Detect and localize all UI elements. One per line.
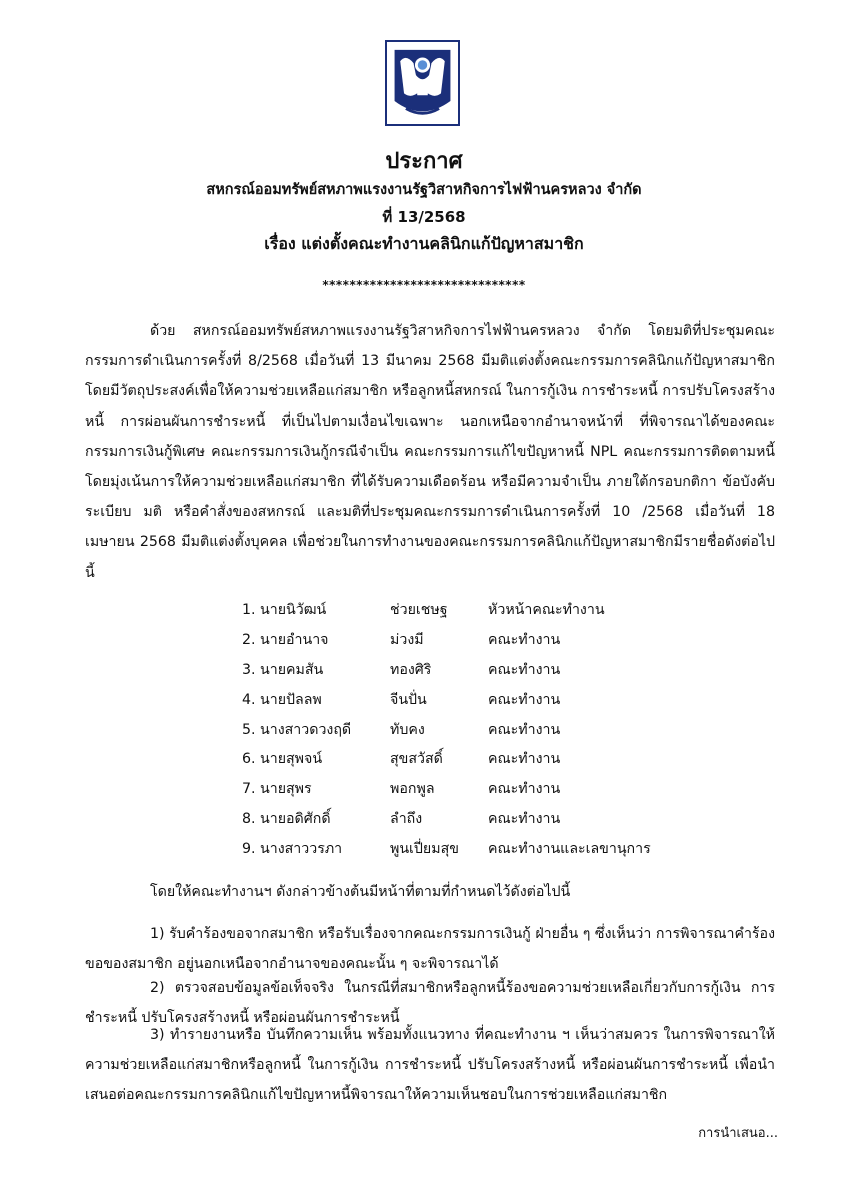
duty-item: 2) ตรวจสอบข้อมูลข้อเท็จจริง ในกรณีที่สมาชิกหรือลูกหนี้ร้องขอความช่วยเหลือเกี่ยวกับการกู้เงิน การชำระหนี้ ปรับโครงสร้างหนี้ หรือผ่อนผันการชำระหนี้ — [85, 980, 775, 1027]
announcement-subject: เรื่อง แต่งตั้งคณะทำงานคลินิกแก้ปัญหาสมาชิก — [264, 234, 584, 253]
member-role: คณะทำงานและเลขานุการ — [488, 841, 651, 858]
member-surname: ช่วยเชษฐ — [390, 601, 448, 618]
organization-name: สหกรณ์ออมทรัพย์สหภาพแรงงานรัฐวิสาหกิจการไฟฟ้านครหลวง จำกัด — [206, 182, 642, 198]
member-surname: ลำถึง — [390, 811, 423, 828]
member-role: คณะทำงาน — [488, 781, 561, 798]
intro-paragraph: ด้วย สหกรณ์ออมทรัพย์สหภาพแรงงานรัฐวิสาหกิจการไฟฟ้านครหลวง จำกัด โดยมติที่ประชุมคณะกรรมการดำเนินการครั้งที่ 8/2568 เมื่อวันที่ 13 มีนาคม 2568 มีมติแต่งตั้งคณะกรรมการคลินิกแก้ปัญหาสมาชิก โดยมีวัตถุประสงค์เพื่อให้ความช่วยเหลือแก่สมาชิก หรือลูกหนี้สหกรณ์ ในการกู้เงิน การชำระหนี้ การปรับโครงสร้างหนี้ การผ่อนผันการชำระหนี้ ที่เป็นไปตามเงื่อนไขเฉพาะ นอกเหนือจากอำนาจหน้าที่ ที่พิจารณาได้ของคณะกรรมการเงินกู้พิเศษ คณะกรรมการเงินกู้กรณีจำเป็น คณะกรรมการแก้ไขปัญหาหนี้ NPL คณะกรรมการติดตามหนี้ โดยมุ่งเน้นการให้ความช่วยเหลือแก่สมาชิก ที่ได้รับความเดือดร้อน หรือมีความจำเป็น ภายใต้กรอบกติกา ข้อบังคับ ระเบียบ มติ หรือคำสั่งของสหกรณ์ และมติที่ประชุมคณะกรรมการดำเนินการครั้งที่ 10 /2568 เมื่อวันที่ 18 เมษายน 2568 มีมติแต่งตั้งบุคคล เพื่อช่วยในการทำงานของคณะกรรมการคลินิกแก้ปัญหาสมาชิกมีรายชื่อดังต่อไปนี้ — [85, 323, 775, 581]
cooperative-logo — [385, 40, 460, 126]
announcement-number: ที่ 13/2568 — [382, 208, 466, 226]
member-surname: ม่วงมี — [390, 631, 424, 648]
member-name: 1. นายนิวัฒน์ — [242, 601, 327, 618]
table-row — [242, 804, 688, 834]
member-surname: ทองศิริ — [390, 661, 432, 678]
member-name: 2. นายอำนาจ — [242, 631, 329, 648]
member-role: คณะทำงาน — [488, 751, 561, 768]
member-surname: พอกพูล — [390, 781, 435, 798]
table-row — [242, 744, 688, 774]
member-surname: จีนปั่น — [390, 691, 427, 708]
member-role: คณะทำงาน — [488, 721, 561, 738]
member-name: 3. นายคมสัน — [242, 661, 324, 678]
table-row — [242, 834, 688, 864]
continued-footer: การนำเสนอ... — [698, 1126, 778, 1141]
duty-item: 3) ทำรายงานหรือ บันทึกความเห็น พร้อมทั้งแนวทาง ที่คณะทำงาน ฯ เห็นว่าสมควร ในการพิจารณาให้ความช่วยเหลือแก่สมาชิกหรือลูกหนี้ ในการกู้เงิน การชำระหนี้ ปรับโครงสร้างหนี้ หรือผ่อนผันการชำระหนี้ เพื่อนำเสนอต่อคณะกรรมการคลินิกแก้ไขปัญหาหนี้พิจารณาให้ความเห็นชอบในการช่วยเหลือแก่สมาชิก — [85, 1027, 775, 1104]
member-role: หัวหน้าคณะทำงาน — [488, 601, 605, 618]
member-surname: ทับคง — [390, 721, 425, 738]
announcement-title: ประกาศ — [385, 149, 463, 174]
table-row — [242, 685, 688, 715]
member-role: คณะทำงาน — [488, 631, 561, 648]
table-row — [242, 595, 688, 625]
member-role: คณะทำงาน — [488, 811, 561, 828]
table-row — [242, 655, 688, 685]
member-name: 8. นายอดิศักดิ์ — [242, 811, 331, 828]
duties-intro: โดยให้คณะทำงานฯ ดังกล่าวข้างต้นมีหน้าที่ตามที่กำหนดไว้ดังต่อไปนี้ — [150, 884, 571, 900]
member-surname: สุขสวัสดิ์ — [390, 751, 443, 768]
member-name: 7. นายสุพร — [242, 781, 312, 798]
member-name: 6. นายสุพจน์ — [242, 751, 323, 768]
table-row — [242, 774, 688, 804]
member-surname: พูนเปี่ยมสุข — [390, 841, 459, 858]
member-name: 9. นางสาววรภา — [242, 841, 343, 858]
cooperative-emblem-icon — [387, 42, 458, 124]
member-name: 5. นางสาวดวงฤดี — [242, 721, 352, 738]
member-role: คณะทำงาน — [488, 691, 561, 708]
member-name: 4. นายปัลลพ — [242, 691, 322, 708]
duty-item: 1) รับคำร้องขอจากสมาชิก หรือรับเรื่องจากคณะกรรมการเงินกู้ ฝ่ายอื่น ๆ ซึ่งเห็นว่า การพิจารณาคำร้องขอของสมาชิก อยู่นอกเหนือจากอำนาจของคณะนั้น ๆ จะพิจารณาได้ — [85, 926, 775, 973]
table-row — [242, 625, 688, 655]
table-row — [242, 715, 688, 745]
separator-line: ****************************** — [322, 278, 526, 292]
member-role: คณะทำงาน — [488, 661, 561, 678]
members-table — [242, 595, 688, 864]
